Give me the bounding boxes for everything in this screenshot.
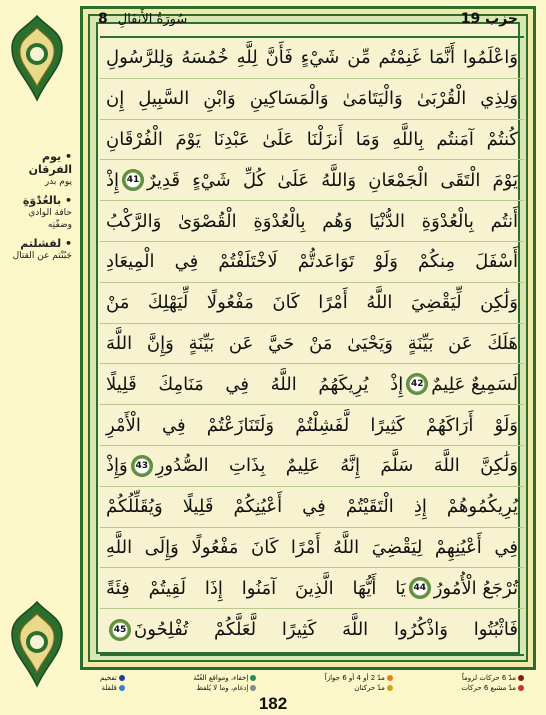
gloss-word: • لفشلتم [20, 237, 72, 250]
verse-text: وَلِذِي الْقُرْبَىٰ وَالْيَتَامَىٰ وَالْمَسَاكِينِ وَابْنِ السَّبِيلِ إِن [106, 88, 518, 110]
verse-text: فَاثْبُتُوا وَاذْكُرُوا اللَّهَ كَثِيرًا لَّعَلَّكُمْ تُفْلِحُونَ [134, 619, 518, 641]
juz-number: 8 [98, 11, 108, 27]
page-header [98, 8, 518, 30]
verse-text: وَلَٰكِن لِّيَقْضِيَ اللَّهُ أَمْرًا كَانَ مَفْعُولًا لِّيَهْلِكَ مَنْ [106, 292, 518, 314]
juz-ornament-icon [6, 600, 68, 688]
legend-swatch [518, 685, 524, 691]
verse-text: يَوْمَ الْتَقَى الْجَمْعَانِ وَاللَّهُ عَلَىٰ كُلِّ شَيْءٍ قَدِيرٌ [147, 169, 518, 191]
verse-text: وَاعْلَمُوا أَنَّمَا غَنِمْتُم مِّن شَيْءٍ فَأَنَّ لِلَّهِ خُمُسَهُ وَلِلرَّسُولِ [106, 47, 518, 69]
margin-glosses [6, 150, 72, 268]
verse-text: أَسْفَلَ مِنكُمْ وَلَوْ تَوَاعَدتُّمْ لَاخْتَلَفْتُمْ فِي الْمِيعَادِ [106, 251, 518, 273]
legend-item [193, 674, 256, 682]
legend-column [461, 674, 524, 692]
verse-text-tail: إِذْ يُرِيكَهُمُ اللَّهُ فِي مَنَامِكَ قَلِيلًا [106, 373, 404, 395]
verse-text: تُرْجَعُ الْأُمُورُ [433, 577, 518, 599]
ayah-number-marker: 42 [406, 373, 428, 395]
surah-name: سُورَةُ الأَنفَالِ [117, 11, 188, 27]
legend-item [100, 684, 125, 692]
verse-line [100, 568, 524, 609]
verse-line [100, 120, 524, 161]
legend-column [100, 674, 125, 692]
verse-line [100, 609, 524, 650]
verse-line [100, 364, 524, 405]
gloss-meaning: حافة الوادي وضفّتِه [28, 208, 72, 230]
ayah-number-marker: 43 [131, 455, 153, 477]
legend-swatch [387, 685, 393, 691]
legend-item [461, 674, 524, 682]
legend-swatch [119, 675, 125, 681]
verse-text-tail: يَا أَيُّهَا الَّذِينَ آمَنُوا إِذَا لَقِيتُمْ فِئَةً [106, 577, 406, 599]
ayah-number-marker: 44 [409, 577, 431, 599]
surah-box [98, 11, 187, 27]
legend-item [461, 684, 524, 692]
tajweed-legend [100, 674, 524, 692]
quran-text [100, 36, 524, 656]
verse-line [100, 201, 524, 242]
legend-label: مدّ 2 أو 4 أو 6 جوازاً [324, 674, 385, 682]
verse-text: كُنتُمْ آمَنتُم بِاللَّهِ وَمَا أَنزَلْنَا عَلَىٰ عَبْدِنَا يَوْمَ الْفُرْقَانِ [106, 128, 518, 150]
gloss-entry [6, 194, 72, 231]
verse-line [100, 487, 524, 528]
legend-item [100, 674, 125, 682]
verse-text-tail: إِذْ [106, 169, 120, 191]
page-number: 182 [258, 694, 288, 713]
legend-label: مدّ 6 حركات لزوماً [461, 674, 516, 682]
verse-line [100, 160, 524, 201]
ayah-number-marker: 41 [122, 169, 144, 191]
verse-text: أَنتُم بِالْعُدْوَةِ الدُّنْيَا وَهُم بِالْعُدْوَةِ الْقُصْوَىٰ وَالرَّكْبُ [106, 210, 518, 232]
verse-text: هَلَكَ عَن بَيِّنَةٍ وَيَحْيَىٰ مَنْ حَيَّ عَن بَيِّنَةٍ وَإِنَّ اللَّهَ [106, 332, 518, 354]
legend-column [325, 674, 393, 692]
gloss-word: • يوم الفرقان [28, 150, 72, 176]
legend-item [325, 674, 393, 682]
verse-line [100, 324, 524, 365]
legend-item [325, 684, 393, 692]
legend-swatch [518, 675, 524, 681]
legend-label: مدّ مشبع 6 حركات [461, 684, 516, 692]
verse-text: لَسَمِيعٌ عَلِيمٌ [431, 373, 518, 395]
gloss-entry [6, 237, 72, 262]
legend-label: مدّ حركتان [354, 684, 385, 692]
verse-line [100, 38, 524, 79]
legend-column [193, 674, 256, 692]
margin-column [0, 0, 76, 715]
legend-swatch [250, 685, 256, 691]
verse-text: وَلَٰكِنَّ اللَّهَ سَلَّمَ إِنَّهُ عَلِيمٌ بِذَاتِ الصُّدُورِ [155, 455, 518, 477]
legend-swatch [250, 675, 256, 681]
legend-item [193, 684, 256, 692]
gloss-entry [6, 150, 72, 188]
verse-line [100, 528, 524, 569]
gloss-meaning: جَبُنْتم عن القتال [12, 251, 72, 261]
legend-label: إخفاء، ومواقع الغُنّة [193, 674, 249, 682]
verse-text: فِي أَعْيُنِهِمْ لِيَقْضِيَ اللَّهُ أَمْرًا كَانَ مَفْعُولًا وَإِلَى اللَّهِ [106, 536, 518, 558]
gloss-word: • بالعُدْوَةِ [22, 194, 72, 207]
legend-label: قلقلة [101, 684, 117, 692]
verse-text: يُرِيكُمُوهُمْ إِذِ الْتَقَيْتُمْ فِي أَعْيُنِكُمْ قَلِيلًا وَيُقَلِّلُكُمْ [106, 496, 518, 518]
gloss-meaning: يوم بدر [44, 177, 72, 187]
verse-line [100, 405, 524, 446]
legend-swatch [387, 675, 393, 681]
verse-line [100, 242, 524, 283]
verse-line [100, 283, 524, 324]
legend-swatch [119, 685, 125, 691]
legend-label: تفخيم [100, 674, 117, 682]
hizb-ornament-icon [6, 14, 68, 102]
legend-label: إدغام، وما لا يُلفظ [196, 684, 249, 692]
verse-text: وَلَوْ أَرَاكَهُمْ كَثِيرًا لَّفَشِلْتُمْ وَلَتَنَازَعْتُمْ فِي الْأَمْرِ [106, 414, 518, 436]
ayah-number-marker: 45 [109, 619, 131, 641]
hizb-label: حزب 19 [460, 11, 518, 27]
verse-line [100, 79, 524, 120]
verse-line [100, 446, 524, 487]
verse-text-tail: وَإِذْ [106, 455, 128, 477]
